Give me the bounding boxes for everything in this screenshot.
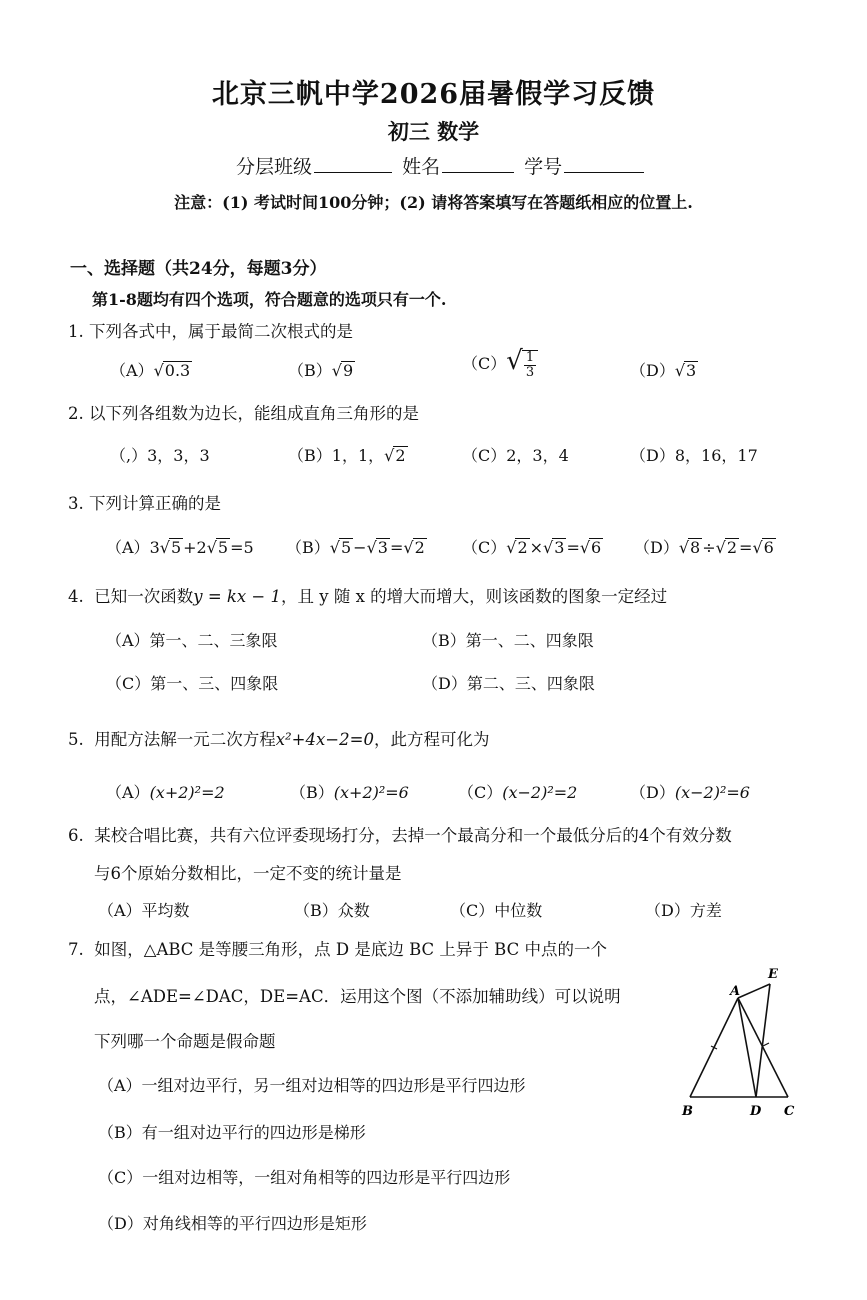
page-title: 北京三帆中学2026届暑假学习反馈	[211, 79, 656, 110]
name-label: 姓名	[402, 156, 441, 178]
q1-option-a: （A）√0.3	[110, 361, 191, 380]
q6-option-d: （D）方差	[645, 901, 722, 920]
label-a: A	[730, 984, 741, 999]
segment-ad	[738, 998, 756, 1097]
triangle-figure	[680, 960, 810, 1135]
q6-option-c: （C）中位数	[450, 901, 543, 920]
label-c: C	[784, 1104, 795, 1119]
q4-option-d: （D）第二、三、四象限	[422, 674, 595, 693]
q5-option-a: （A）(x+2)²=2	[106, 783, 225, 802]
class-blank[interactable]	[314, 156, 392, 173]
q2-option-d: （D）8，16，17	[630, 446, 758, 465]
student-info-fields	[236, 152, 648, 179]
q2-option-c: （C）2，3，4	[462, 446, 569, 465]
segment-ae	[738, 984, 770, 998]
question-6: 6. 某校合唱比赛，共有六位评委现场打分，去掉一个最高分和一个最低分后的4个有效分数	[68, 826, 732, 845]
q6-option-a: （A）平均数	[98, 901, 190, 920]
q7-option-a: （A）一组对边平行，另一组对边相等的四边形是平行四边形	[98, 1076, 526, 1095]
class-label: 分层班级	[236, 156, 313, 178]
question-7-line3: 下列哪一个命题是假命题	[94, 1032, 276, 1051]
question-2: 2. 以下列各组数为边长，能组成直角三角形的是	[68, 404, 419, 423]
label-b: B	[682, 1104, 693, 1119]
question-4: 4. 已知一次函数y = kx − 1，且 y 随 x 的增大而增大，则该函数的图象一定经过	[68, 587, 668, 606]
q1-option-c: （C）√ $\frac{1}{3}$	[462, 346, 538, 379]
question-3: 3. 下列计算正确的是	[68, 494, 221, 513]
question-5: 5. 用配方法解一元二次方程x²+4x−2=0，此方程可化为	[68, 730, 490, 749]
q3-option-d: （D）√8 ÷√2 =√6	[634, 538, 774, 557]
question-7-line2: 点，∠ADE=∠DAC，DE=AC．运用这个图（不添加辅助线）可以说明	[94, 987, 621, 1006]
question-6-line2: 与6个原始分数相比，一定不变的统计量是	[94, 864, 402, 883]
section-title: 一、选择题（共24分，每题3分）	[70, 259, 327, 279]
q2-option-a: （,）3，3，3	[110, 446, 210, 465]
q2-option-b: （B）1，1，√2	[288, 446, 406, 465]
q5-option-c: （C）(x−2)²=2	[458, 783, 578, 802]
q3-option-a: （A）3√5 +2√5 =5	[106, 538, 254, 557]
label-d: D	[750, 1104, 762, 1119]
question-7: 7. 如图，△ABC 是等腰三角形，点 D 是底边 BC 上异于 BC 中点的一个	[68, 940, 607, 959]
q1-option-d: （D）√3	[630, 361, 697, 380]
q4-option-c: （C）第一、三、四象限	[106, 674, 279, 693]
q7-option-b: （B）有一组对边平行的四边形是梯形	[98, 1123, 366, 1142]
q5-option-d: （D）(x−2)²=6	[630, 783, 750, 802]
q6-option-b: （B）众数	[294, 901, 370, 920]
segment-de	[756, 984, 770, 1097]
exam-notice: 注意：(1) 考试时间100分钟；(2) 请将答案填写在答题纸相应的位置上.	[174, 193, 693, 212]
label-e: E	[768, 967, 778, 982]
page-subtitle: 初三 数学	[387, 119, 480, 144]
q1-option-b: （B）√9	[288, 361, 354, 380]
name-blank[interactable]	[442, 156, 514, 173]
tick-ac	[763, 1043, 769, 1046]
q3-option-c: （C）√2 ×√3 =√6	[462, 538, 602, 557]
q7-option-d: （D）对角线相等的平行四边形是矩形	[98, 1214, 367, 1233]
id-blank[interactable]	[564, 156, 644, 173]
q3-option-b: （B）√5 −√3 =√2	[286, 538, 425, 557]
q4-option-b: （B）第一、二、四象限	[422, 631, 594, 650]
q7-option-c: （C）一组对边相等，一组对角相等的四边形是平行四边形	[98, 1168, 511, 1187]
segment-ac	[738, 998, 788, 1097]
question-1: 1. 下列各式中，属于最简二次根式的是	[68, 322, 353, 341]
id-label: 学号	[524, 156, 563, 178]
section-note: 第1-8题均有四个选项，符合题意的选项只有一个.	[92, 290, 447, 309]
q4-option-a: （A）第一、二、三象限	[106, 631, 278, 650]
q5-option-b: （B）(x+2)²=6	[290, 783, 409, 802]
